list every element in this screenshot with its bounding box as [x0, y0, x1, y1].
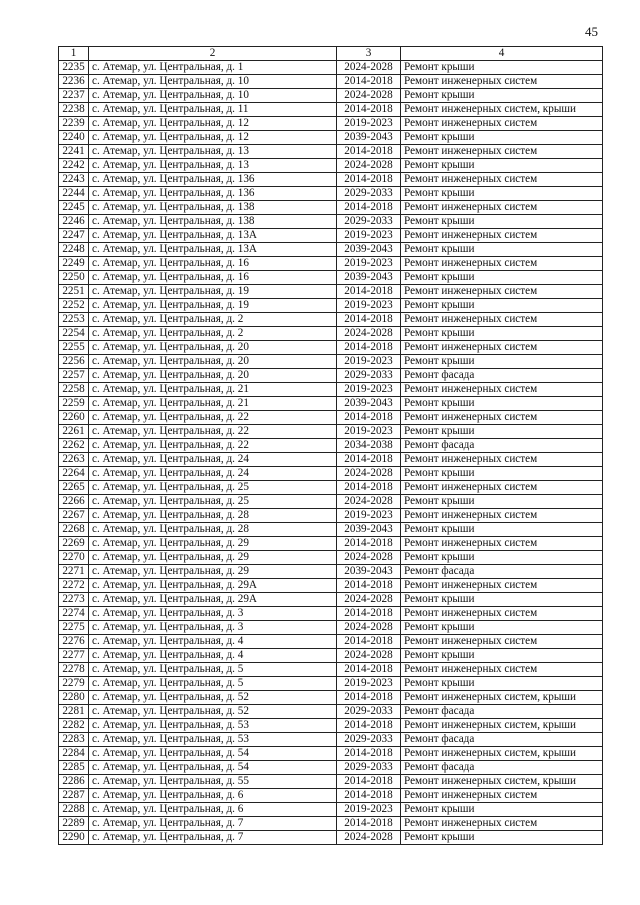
work-type-cell: Ремонт крыши: [401, 425, 603, 439]
row-number: 2287: [59, 789, 89, 803]
table-row: [59, 145, 603, 159]
period-cell: 2014-2018: [337, 313, 401, 327]
work-type-cell: Ремонт инженерных систем: [401, 75, 603, 89]
table-row: [59, 439, 603, 453]
period-cell: 2029-2033: [337, 705, 401, 719]
address-cell: с. Атемар, ул. Центральная, д. 5: [89, 663, 337, 677]
table-row: [59, 159, 603, 173]
table-row: [59, 663, 603, 677]
period-cell: 2014-2018: [337, 537, 401, 551]
work-type-cell: Ремонт крыши: [401, 495, 603, 509]
address-cell: с. Атемар, ул. Центральная, д. 52: [89, 705, 337, 719]
period-cell: 2024-2028: [337, 551, 401, 565]
table-row: [59, 411, 603, 425]
period-cell: 2014-2018: [337, 747, 401, 761]
address-cell: с. Атемар, ул. Центральная, д. 22: [89, 411, 337, 425]
header-col-2: 2: [89, 47, 337, 61]
address-cell: с. Атемар, ул. Центральная, д. 29: [89, 565, 337, 579]
row-number: 2284: [59, 747, 89, 761]
period-cell: 2024-2028: [337, 327, 401, 341]
address-cell: с. Атемар, ул. Центральная, д. 28: [89, 523, 337, 537]
table-row: [59, 89, 603, 103]
period-cell: 2024-2028: [337, 495, 401, 509]
table-row: [59, 327, 603, 341]
work-type-cell: Ремонт фасада: [401, 733, 603, 747]
work-type-cell: Ремонт крыши: [401, 327, 603, 341]
address-cell: с. Атемар, ул. Центральная, д. 1: [89, 61, 337, 75]
row-number: 2237: [59, 89, 89, 103]
period-cell: 2039-2043: [337, 243, 401, 257]
address-cell: с. Атемар, ул. Центральная, д. 7: [89, 831, 337, 845]
work-type-cell: Ремонт крыши: [401, 159, 603, 173]
table-row: [59, 103, 603, 117]
address-cell: с. Атемар, ул. Центральная, д. 136: [89, 173, 337, 187]
page-number: 45: [585, 24, 598, 39]
period-cell: 2029-2033: [337, 187, 401, 201]
table-row: [59, 215, 603, 229]
period-cell: 2019-2023: [337, 299, 401, 313]
row-number: 2275: [59, 621, 89, 635]
table-row: [59, 789, 603, 803]
address-cell: с. Атемар, ул. Центральная, д. 2: [89, 327, 337, 341]
table-row: [59, 691, 603, 705]
work-type-cell: Ремонт крыши: [401, 61, 603, 75]
row-number: 2253: [59, 313, 89, 327]
period-cell: 2014-2018: [337, 817, 401, 831]
row-number: 2258: [59, 383, 89, 397]
row-number: 2235: [59, 61, 89, 75]
address-cell: с. Атемар, ул. Центральная, д. 29А: [89, 579, 337, 593]
row-number: 2288: [59, 803, 89, 817]
address-cell: с. Атемар, ул. Центральная, д. 52: [89, 691, 337, 705]
work-type-cell: Ремонт инженерных систем: [401, 411, 603, 425]
table-row: [59, 341, 603, 355]
table-row: [59, 187, 603, 201]
row-number: 2274: [59, 607, 89, 621]
row-number: 2239: [59, 117, 89, 131]
address-cell: с. Атемар, ул. Центральная, д. 53: [89, 733, 337, 747]
period-cell: 2029-2033: [337, 369, 401, 383]
work-type-cell: Ремонт крыши: [401, 831, 603, 845]
work-type-cell: Ремонт инженерных систем: [401, 313, 603, 327]
work-type-cell: Ремонт крыши: [401, 355, 603, 369]
row-number: 2260: [59, 411, 89, 425]
address-cell: с. Атемар, ул. Центральная, д. 29: [89, 551, 337, 565]
row-number: 2238: [59, 103, 89, 117]
period-cell: 2014-2018: [337, 789, 401, 803]
table-row: [59, 523, 603, 537]
address-cell: с. Атемар, ул. Центральная, д. 29: [89, 537, 337, 551]
row-number: 2245: [59, 201, 89, 215]
period-cell: 2024-2028: [337, 61, 401, 75]
address-cell: с. Атемар, ул. Центральная, д. 13А: [89, 243, 337, 257]
address-cell: с. Атемар, ул. Центральная, д. 6: [89, 803, 337, 817]
row-number: 2241: [59, 145, 89, 159]
table-body: [59, 61, 603, 845]
period-cell: 2019-2023: [337, 229, 401, 243]
period-cell: 2014-2018: [337, 411, 401, 425]
table-row: [59, 313, 603, 327]
work-type-cell: Ремонт крыши: [401, 803, 603, 817]
table-header: [59, 47, 603, 61]
address-cell: с. Атемар, ул. Центральная, д. 25: [89, 495, 337, 509]
work-type-cell: Ремонт инженерных систем: [401, 173, 603, 187]
row-number: 2255: [59, 341, 89, 355]
row-number: 2252: [59, 299, 89, 313]
table-row: [59, 243, 603, 257]
row-number: 2259: [59, 397, 89, 411]
row-number: 2272: [59, 579, 89, 593]
address-cell: с. Атемар, ул. Центральная, д. 12: [89, 131, 337, 145]
period-cell: 2024-2028: [337, 831, 401, 845]
table-row: [59, 817, 603, 831]
address-cell: с. Атемар, ул. Центральная, д. 20: [89, 355, 337, 369]
address-cell: с. Атемар, ул. Центральная, д. 21: [89, 383, 337, 397]
work-type-cell: Ремонт крыши: [401, 649, 603, 663]
table-row: [59, 719, 603, 733]
period-cell: 2019-2023: [337, 383, 401, 397]
work-type-cell: Ремонт крыши: [401, 677, 603, 691]
row-number: 2271: [59, 565, 89, 579]
period-cell: 2024-2028: [337, 89, 401, 103]
work-type-cell: Ремонт инженерных систем, крыши: [401, 775, 603, 789]
period-cell: 2014-2018: [337, 607, 401, 621]
table-row: [59, 495, 603, 509]
work-type-cell: Ремонт инженерных систем: [401, 145, 603, 159]
period-cell: 2024-2028: [337, 467, 401, 481]
work-type-cell: Ремонт крыши: [401, 621, 603, 635]
work-type-cell: Ремонт фасада: [401, 439, 603, 453]
row-number: 2283: [59, 733, 89, 747]
address-cell: с. Атемар, ул. Центральная, д. 136: [89, 187, 337, 201]
work-type-cell: Ремонт крыши: [401, 131, 603, 145]
row-number: 2282: [59, 719, 89, 733]
period-cell: 2014-2018: [337, 691, 401, 705]
work-type-cell: Ремонт инженерных систем: [401, 481, 603, 495]
row-number: 2267: [59, 509, 89, 523]
row-number: 2246: [59, 215, 89, 229]
work-type-cell: Ремонт крыши: [401, 215, 603, 229]
table-row: [59, 803, 603, 817]
work-type-cell: Ремонт крыши: [401, 397, 603, 411]
period-cell: 2024-2028: [337, 621, 401, 635]
address-cell: с. Атемар, ул. Центральная, д. 5: [89, 677, 337, 691]
table-row: [59, 537, 603, 551]
row-number: 2286: [59, 775, 89, 789]
table-row: [59, 747, 603, 761]
work-type-cell: Ремонт инженерных систем: [401, 509, 603, 523]
period-cell: 2039-2043: [337, 397, 401, 411]
row-number: 2261: [59, 425, 89, 439]
address-cell: с. Атемар, ул. Центральная, д. 20: [89, 369, 337, 383]
address-cell: с. Атемар, ул. Центральная, д. 24: [89, 453, 337, 467]
period-cell: 2019-2023: [337, 677, 401, 691]
table-row: [59, 705, 603, 719]
period-cell: 2019-2023: [337, 355, 401, 369]
table-row: [59, 607, 603, 621]
period-cell: 2014-2018: [337, 75, 401, 89]
work-type-cell: Ремонт инженерных систем: [401, 607, 603, 621]
table-row: [59, 131, 603, 145]
work-type-cell: Ремонт крыши: [401, 593, 603, 607]
address-cell: с. Атемар, ул. Центральная, д. 10: [89, 89, 337, 103]
period-cell: 2034-2038: [337, 439, 401, 453]
address-cell: с. Атемар, ул. Центральная, д. 19: [89, 285, 337, 299]
row-number: 2247: [59, 229, 89, 243]
repair-schedule-table: [58, 46, 603, 845]
row-number: 2254: [59, 327, 89, 341]
work-type-cell: Ремонт крыши: [401, 551, 603, 565]
row-number: 2250: [59, 271, 89, 285]
row-number: 2244: [59, 187, 89, 201]
table-row: [59, 677, 603, 691]
row-number: 2262: [59, 439, 89, 453]
period-cell: 2014-2018: [337, 719, 401, 733]
work-type-cell: Ремонт крыши: [401, 187, 603, 201]
table-row: [59, 173, 603, 187]
period-cell: 2039-2043: [337, 271, 401, 285]
work-type-cell: Ремонт инженерных систем: [401, 537, 603, 551]
address-cell: с. Атемар, ул. Центральная, д. 16: [89, 257, 337, 271]
work-type-cell: Ремонт крыши: [401, 467, 603, 481]
table-row: [59, 285, 603, 299]
work-type-cell: Ремонт крыши: [401, 89, 603, 103]
address-cell: с. Атемар, ул. Центральная, д. 22: [89, 425, 337, 439]
header-col-1: 1: [59, 47, 89, 61]
row-number: 2243: [59, 173, 89, 187]
row-number: 2280: [59, 691, 89, 705]
table-row: [59, 229, 603, 243]
address-cell: с. Атемар, ул. Центральная, д. 24: [89, 467, 337, 481]
period-cell: 2039-2043: [337, 131, 401, 145]
table-row: [59, 383, 603, 397]
address-cell: с. Атемар, ул. Центральная, д. 2: [89, 313, 337, 327]
table-row: [59, 397, 603, 411]
row-number: 2276: [59, 635, 89, 649]
period-cell: 2014-2018: [337, 453, 401, 467]
period-cell: 2039-2043: [337, 523, 401, 537]
period-cell: 2014-2018: [337, 579, 401, 593]
row-number: 2268: [59, 523, 89, 537]
period-cell: 2019-2023: [337, 117, 401, 131]
table-row: [59, 565, 603, 579]
period-cell: 2014-2018: [337, 635, 401, 649]
row-number: 2251: [59, 285, 89, 299]
address-cell: с. Атемар, ул. Центральная, д. 138: [89, 215, 337, 229]
period-cell: 2014-2018: [337, 481, 401, 495]
address-cell: с. Атемар, ул. Центральная, д. 3: [89, 621, 337, 635]
table-row: [59, 355, 603, 369]
row-number: 2257: [59, 369, 89, 383]
address-cell: с. Атемар, ул. Центральная, д. 16: [89, 271, 337, 285]
period-cell: 2014-2018: [337, 663, 401, 677]
address-cell: с. Атемар, ул. Центральная, д. 13: [89, 145, 337, 159]
row-number: 2270: [59, 551, 89, 565]
work-type-cell: Ремонт крыши: [401, 523, 603, 537]
table-row: [59, 299, 603, 313]
row-number: 2263: [59, 453, 89, 467]
table-row: [59, 551, 603, 565]
period-cell: 2019-2023: [337, 425, 401, 439]
period-cell: 2014-2018: [337, 341, 401, 355]
header-col-4: 4: [401, 47, 603, 61]
row-number: 2269: [59, 537, 89, 551]
address-cell: с. Атемар, ул. Центральная, д. 7: [89, 817, 337, 831]
table-row: [59, 453, 603, 467]
table-row: [59, 117, 603, 131]
address-cell: с. Атемар, ул. Центральная, д. 6: [89, 789, 337, 803]
row-number: 2249: [59, 257, 89, 271]
table-row: [59, 761, 603, 775]
work-type-cell: Ремонт инженерных систем: [401, 635, 603, 649]
address-cell: с. Атемар, ул. Центральная, д. 54: [89, 761, 337, 775]
table-row: [59, 271, 603, 285]
table-row: [59, 467, 603, 481]
period-cell: 2014-2018: [337, 103, 401, 117]
table-row: [59, 775, 603, 789]
work-type-cell: Ремонт инженерных систем: [401, 817, 603, 831]
address-cell: с. Атемар, ул. Центральная, д. 28: [89, 509, 337, 523]
work-type-cell: Ремонт фасада: [401, 369, 603, 383]
address-cell: с. Атемар, ул. Центральная, д. 25: [89, 481, 337, 495]
table-row: [59, 649, 603, 663]
work-type-cell: Ремонт инженерных систем: [401, 453, 603, 467]
address-cell: с. Атемар, ул. Центральная, д. 53: [89, 719, 337, 733]
address-cell: с. Атемар, ул. Центральная, д. 13А: [89, 229, 337, 243]
work-type-cell: Ремонт инженерных систем: [401, 341, 603, 355]
work-type-cell: Ремонт крыши: [401, 243, 603, 257]
work-type-cell: Ремонт фасада: [401, 705, 603, 719]
table-row: [59, 257, 603, 271]
period-cell: 2019-2023: [337, 509, 401, 523]
table-row: [59, 481, 603, 495]
period-cell: 2019-2023: [337, 803, 401, 817]
period-cell: 2014-2018: [337, 285, 401, 299]
work-type-cell: Ремонт фасада: [401, 761, 603, 775]
table-row: [59, 201, 603, 215]
row-number: 2236: [59, 75, 89, 89]
period-cell: 2014-2018: [337, 173, 401, 187]
row-number: 2279: [59, 677, 89, 691]
work-type-cell: Ремонт инженерных систем: [401, 257, 603, 271]
row-number: 2248: [59, 243, 89, 257]
work-type-cell: Ремонт крыши: [401, 271, 603, 285]
row-number: 2264: [59, 467, 89, 481]
row-number: 2277: [59, 649, 89, 663]
period-cell: 2024-2028: [337, 159, 401, 173]
work-type-cell: Ремонт инженерных систем: [401, 383, 603, 397]
work-type-cell: Ремонт крыши: [401, 299, 603, 313]
period-cell: 2029-2033: [337, 215, 401, 229]
row-number: 2285: [59, 761, 89, 775]
row-number: 2266: [59, 495, 89, 509]
work-type-cell: Ремонт инженерных систем, крыши: [401, 691, 603, 705]
address-cell: с. Атемар, ул. Центральная, д. 29А: [89, 593, 337, 607]
period-cell: 2024-2028: [337, 593, 401, 607]
address-cell: с. Атемар, ул. Центральная, д. 3: [89, 607, 337, 621]
row-number: 2256: [59, 355, 89, 369]
address-cell: с. Атемар, ул. Центральная, д. 13: [89, 159, 337, 173]
work-type-cell: Ремонт инженерных систем: [401, 663, 603, 677]
header-row: [59, 47, 603, 61]
address-cell: с. Атемар, ул. Центральная, д. 4: [89, 649, 337, 663]
address-cell: с. Атемар, ул. Центральная, д. 10: [89, 75, 337, 89]
table-row: [59, 733, 603, 747]
table-row: [59, 635, 603, 649]
address-cell: с. Атемар, ул. Центральная, д. 11: [89, 103, 337, 117]
row-number: 2289: [59, 817, 89, 831]
address-cell: с. Атемар, ул. Центральная, д. 22: [89, 439, 337, 453]
period-cell: 2024-2028: [337, 649, 401, 663]
address-cell: с. Атемар, ул. Центральная, д. 19: [89, 299, 337, 313]
period-cell: 2029-2033: [337, 761, 401, 775]
period-cell: 2014-2018: [337, 775, 401, 789]
work-type-cell: Ремонт инженерных систем, крыши: [401, 719, 603, 733]
table-row: [59, 509, 603, 523]
row-number: 2242: [59, 159, 89, 173]
table-row: [59, 831, 603, 845]
table-row: [59, 75, 603, 89]
row-number: 2290: [59, 831, 89, 845]
row-number: 2265: [59, 481, 89, 495]
table-row: [59, 579, 603, 593]
period-cell: 2019-2023: [337, 257, 401, 271]
row-number: 2240: [59, 131, 89, 145]
address-cell: с. Атемар, ул. Центральная, д. 21: [89, 397, 337, 411]
period-cell: 2014-2018: [337, 145, 401, 159]
table-row: [59, 61, 603, 75]
address-cell: с. Атемар, ул. Центральная, д. 12: [89, 117, 337, 131]
work-type-cell: Ремонт инженерных систем, крыши: [401, 747, 603, 761]
table-row: [59, 425, 603, 439]
row-number: 2273: [59, 593, 89, 607]
table-row: [59, 369, 603, 383]
work-type-cell: Ремонт инженерных систем: [401, 229, 603, 243]
period-cell: 2039-2043: [337, 565, 401, 579]
work-type-cell: Ремонт инженерных систем: [401, 117, 603, 131]
work-type-cell: Ремонт инженерных систем: [401, 789, 603, 803]
address-cell: с. Атемар, ул. Центральная, д. 138: [89, 201, 337, 215]
work-type-cell: Ремонт инженерных систем: [401, 201, 603, 215]
work-type-cell: Ремонт фасада: [401, 565, 603, 579]
address-cell: с. Атемар, ул. Центральная, д. 20: [89, 341, 337, 355]
work-type-cell: Ремонт инженерных систем, крыши: [401, 103, 603, 117]
row-number: 2281: [59, 705, 89, 719]
address-cell: с. Атемар, ул. Центральная, д. 54: [89, 747, 337, 761]
table-row: [59, 593, 603, 607]
table-row: [59, 621, 603, 635]
header-col-3: 3: [337, 47, 401, 61]
address-cell: с. Атемар, ул. Центральная, д. 55: [89, 775, 337, 789]
row-number: 2278: [59, 663, 89, 677]
address-cell: с. Атемар, ул. Центральная, д. 4: [89, 635, 337, 649]
period-cell: 2029-2033: [337, 733, 401, 747]
work-type-cell: Ремонт инженерных систем: [401, 285, 603, 299]
period-cell: 2014-2018: [337, 201, 401, 215]
work-type-cell: Ремонт инженерных систем: [401, 579, 603, 593]
